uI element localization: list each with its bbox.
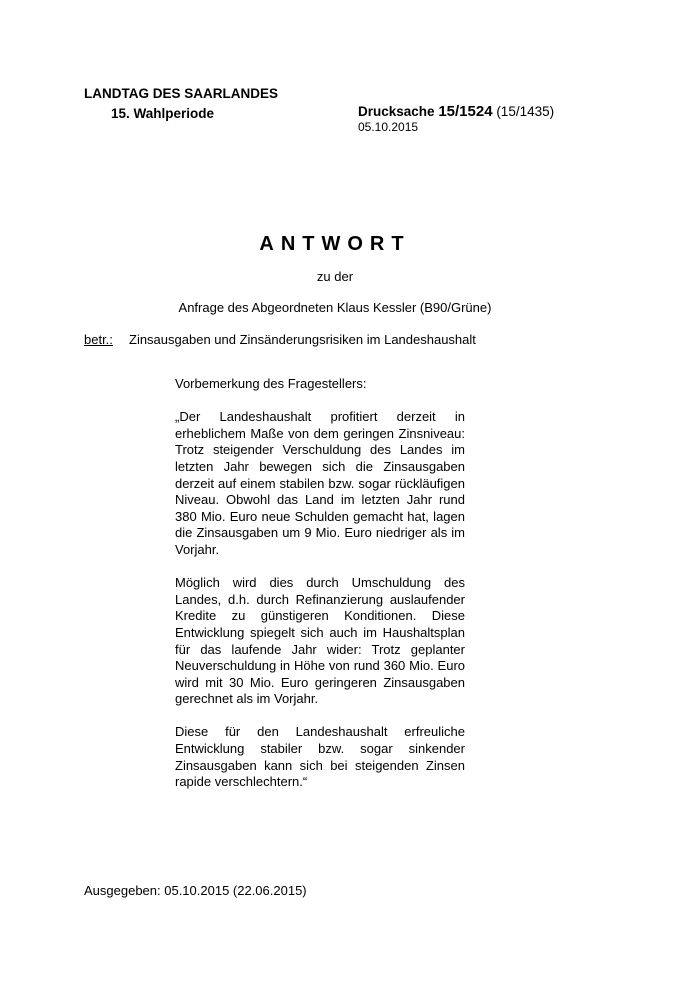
issued-date-footer: Ausgegeben: 05.10.2015 (22.06.2015) bbox=[84, 883, 307, 898]
legislative-period: 15. Wahlperiode bbox=[111, 106, 215, 121]
document-number: 15/1524 bbox=[438, 103, 493, 120]
remarks-paragraph-2: Möglich wird dies durch Umschuldung des Landes, d.h. durch Refinanzierung auslaufender Kredite zu günstigeren Konditionen. Diese Entwicklung spiegelt sich auch im Haushaltsplan für das laufende Jahr wider: Trotz geplanter Neuverschuldung in Höhe von rund 360 Mio. Euro wird mit 30 Mio. Euro geringeren Zinsausgaben gerechnet als im Vorjahr. bbox=[175, 575, 465, 707]
subject-label: betr.: bbox=[84, 332, 113, 347]
document-reference bbox=[358, 102, 554, 122]
document-label: Drucksache bbox=[358, 104, 435, 119]
subtitle-zu-der: zu der bbox=[316, 269, 354, 284]
parliament-name: LANDTAG DES SAARLANDES bbox=[84, 86, 279, 101]
document-previous-number: (15/1435) bbox=[496, 104, 555, 119]
remarks-heading: Vorbemerkung des Fragestellers: bbox=[175, 376, 367, 391]
remarks-paragraph-1: „Der Landeshaushalt profitiert derzeit in erheblichem Maße von dem geringen Zinsniveau: Trotz steigender Verschuldung des Landes im letzten Jahr bewegen sich die Zinsausgaben derzeit auf einem stabilen bzw. sogar rückläufigen Niveau. Obwohl das Land im letzten Jahr rund 380 Mio. Euro neue Schulden gemacht hat, lagen die Zinsausgaben um 9 Mio. Euro niedriger als im Vorjahr. bbox=[175, 409, 465, 557]
preliminary-remarks bbox=[175, 376, 465, 807]
remarks-paragraph-3: Diese für den Landeshaushalt erfreuliche Entwicklung stabiler bzw. sogar sinkender Zinsausgaben kann sich bei steigenden Zinsen rapide verschlechtern.“ bbox=[175, 724, 465, 790]
document-title: ANTWORT bbox=[259, 233, 411, 255]
subject-text: Zinsausgaben und Zinsänderungsrisiken im Landeshaushalt bbox=[129, 332, 476, 347]
document-date: 05.10.2015 bbox=[358, 120, 419, 134]
inquiry-line: Anfrage des Abgeordneten Klaus Kessler (B90/Grüne) bbox=[178, 300, 492, 315]
header-left bbox=[84, 84, 278, 124]
